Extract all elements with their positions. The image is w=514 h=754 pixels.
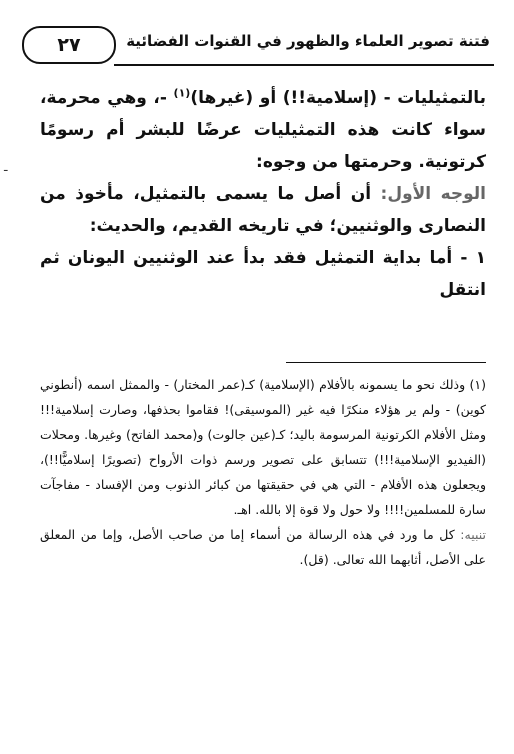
margin-mark: ـ xyxy=(4,160,8,174)
page-number xyxy=(22,26,116,64)
footnotes xyxy=(40,372,486,572)
note-label: تنبيه: xyxy=(460,527,486,542)
footnote-divider xyxy=(286,362,486,363)
paragraph-text: سواء كانت هذه التمثيليات عرضًا للبشر أم رسومًا كرتونية. وحرمتها من وجوه: xyxy=(40,120,486,172)
paragraph-3 xyxy=(40,242,486,306)
line-text: بالتمثيليات - (إسلامية!!) أو (غيرها) xyxy=(190,88,486,108)
paragraph-2 xyxy=(40,178,486,242)
paragraph-1 xyxy=(40,82,486,178)
main-text xyxy=(40,82,486,306)
footnote-1: (١) وذلك نحو ما يسمونه بالأفلام (الإسلامية) كـ(عمر المختار) - والممثل اسمه (أنطوني كوين) - ولم ير هؤلاء منكرًا فيه غير (الموسيقى)! فقاموا بحذفها، وصارت إسلامية!!! ومثل الأفلام الكرتونية المرسومة باليد؛ كـ(عين جالوت) و(محمد الفاتح) وغيرها. ومحلات (الفيديو الإسلامية!!!) تتسابق على تصوير ورسم ذوات الأرواح (تصويرًا إسلاميًّا!!)، ويجعلون هذه الأفلام - التي هي في حقيقتها من كبائر الذنوب ومن الإفساد - مفاجآت سارة للمسلمين!!!! ولا حول ولا قوة إلا بالله. اهـ. xyxy=(40,377,486,517)
note-text: كل ما ورد في هذه الرسالة من أسماء إما من صاحب الأصل، وإما من المعلق على الأصل، أثابهما الله تعالى. (قل). xyxy=(40,527,486,567)
line-text: -، وهي محرمة، xyxy=(40,88,174,108)
footnote-reference: (١) xyxy=(173,86,191,100)
page-header xyxy=(14,14,500,64)
header-divider xyxy=(114,64,494,66)
running-title: فتنة تصوير العلماء والظهور في القنوات الفضائية xyxy=(126,32,490,50)
page-number-text: ٢٧ xyxy=(57,34,81,56)
section-heading: الوجه الأول: xyxy=(380,184,487,204)
list-item-text: ١ - أما بداية التمثيل فقد بدأ عند الوثنيين اليونان ثم انتقل xyxy=(40,248,486,300)
editor-note xyxy=(40,522,486,572)
paragraph-text: أن أصل ما يسمى بالتمثيل، مأخوذ من النصارى والوثنيين؛ في تاريخه القديم، والحديث: xyxy=(40,184,486,236)
